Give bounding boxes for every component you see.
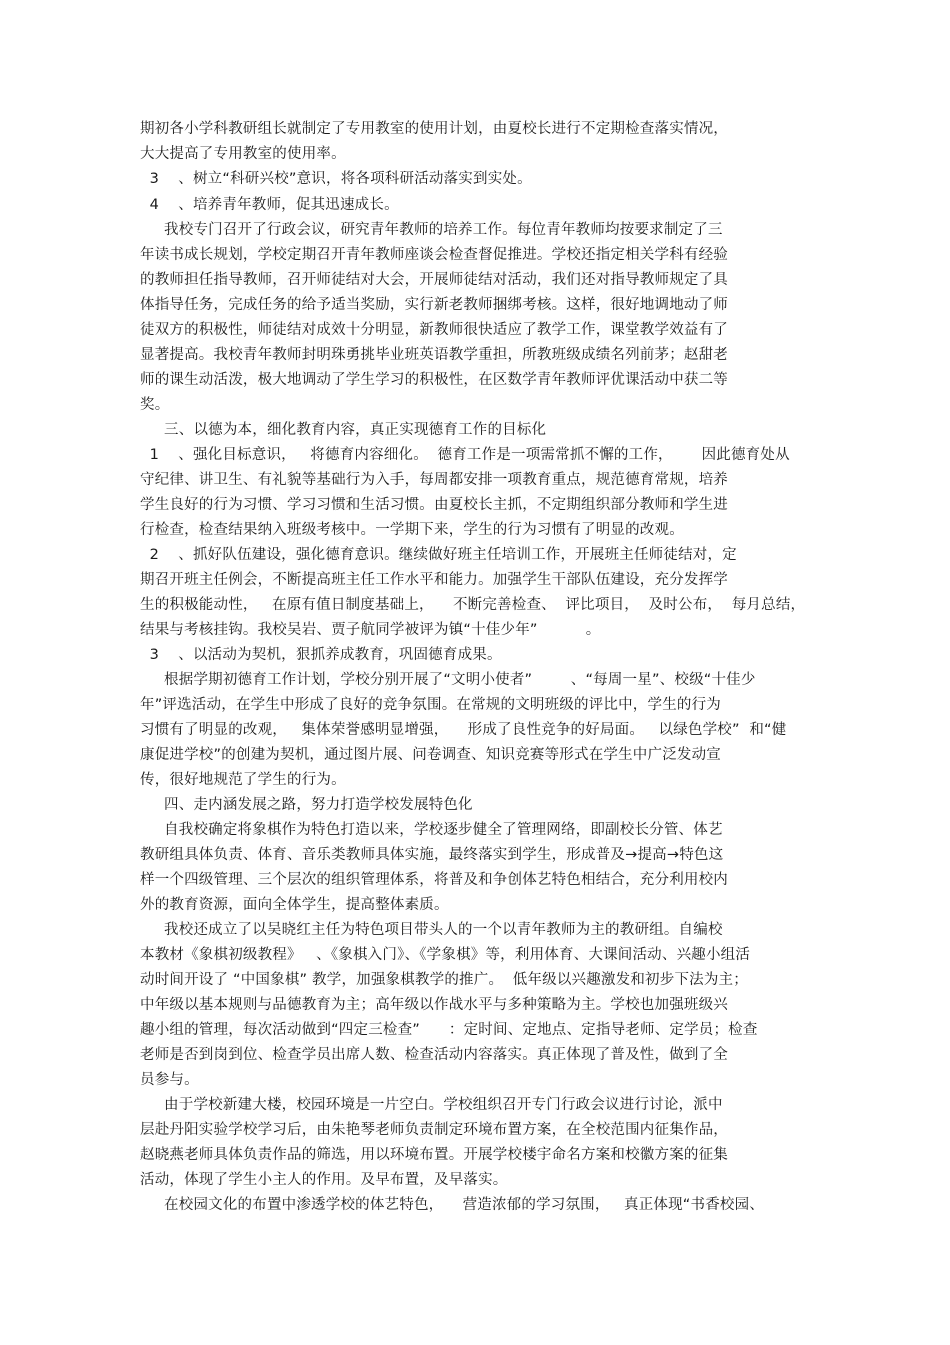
text-line: 守纪律、讲卫生、有礼貌等基础行为入手，每周都安排一项教育重点，规范德育常规，培养 <box>140 472 728 488</box>
text-line: 教研组具体负责、体育、音乐类教师具体实施，最终落实到学生，形成普及→提高→特色这 <box>140 847 724 863</box>
text-line: 学生良好的行为习惯、学习习惯和生活习惯。由夏校长主抓，不定期组织部分教师和学生进 <box>140 497 728 513</box>
text-line: 1 、强化目标意识， 将德育内容细化。 德育工作是一项需常抓不懈的工作， 因此德育处从 <box>140 447 790 463</box>
text-line: 层赴丹阳实验学校学习后，由朱艳琴老师负责制定环境布置方案，在全校范围内征集作品， <box>140 1122 728 1138</box>
text-line: 我校专门召开了行政会议，研究青年教师的培养工作。每位青年教师均按要求制定了三 <box>140 222 723 238</box>
text-line: 年读书成长规划，学校定期召开青年教师座谈会检查督促推进。学校还指定相关学科有经验 <box>140 247 728 263</box>
text-line: 自我校确定将象棋作为特色打造以来，学校逐步健全了管理网络，即副校长分管、体艺 <box>140 822 723 838</box>
text-line: 趣小组的管理，每次活动做到“四定三检查” ：定时间、定地点、定指导老师、定学员；检查 <box>140 1022 758 1038</box>
text-line: 显著提高。我校青年教师封明珠勇挑毕业班英语教学重担，所教班级成绩名列前茅；赵甜老 <box>140 347 728 363</box>
text-line: 我校还成立了以吴晓红主任为特色项目带头人的一个以青年教师为主的教研组。自编校 <box>140 922 723 938</box>
section-heading: 四、走内涵发展之路，努力打造学校发展特色化 <box>140 797 473 813</box>
text-line: 年”评选活动，在学生中形成了良好的竞争氛围。在常规的文明班级的评比中，学生的行为 <box>140 697 722 713</box>
text-line: 动时间开设了 “中国象棋” 教学，加强象棋教学的推广。 低年级以兴趣激发和初步下法为主； <box>140 972 748 988</box>
text-line: 师的课生动活泼，极大地调动了学生学习的积极性，在区数学青年教师评优课活动中获二等 <box>140 372 728 388</box>
text-line: 老师是否到岗到位、检查学员出席人数、检查活动内容落实。真正体现了普及性，做到了全 <box>140 1047 728 1063</box>
text-line: 4 、培养青年教师，促其迅速成长。 <box>140 197 399 213</box>
text-line: 奖。 <box>140 397 170 413</box>
text-line: 生的积极能动性， 在原有值日制度基础上， 不断完善检查、 评比项目， 及时公布， 每月总结， <box>140 597 806 613</box>
text-line: 大大提高了专用教室的使用率。 <box>140 146 346 162</box>
text-line: 样一个四级管理、三个层次的组织管理体系，将普及和争创体艺特色相结合，充分利用校内 <box>140 872 728 888</box>
text-line: 传，很好地规范了学生的行为。 <box>140 772 346 788</box>
text-line: 外的教育资源，面向全体学生，提高整体素质。 <box>140 897 449 913</box>
text-line: 在校园文化的布置中渗透学校的体艺特色， 营造浓郁的学习氛围， 真正体现“书香校园、 <box>140 1197 765 1213</box>
text-line: 期初各小学科教研组长就制定了专用教室的使用计划，由夏校长进行不定期检查落实情况， <box>140 121 728 137</box>
text-line: 康促进学校”的创建为契机，通过图片展、问卷调查、知识竞赛等形式在学生中广泛发动宣 <box>140 747 722 763</box>
text-line: 活动，体现了学生小主人的作用。及早布置，及早落实。 <box>140 1172 508 1188</box>
text-line: 员参与。 <box>140 1072 199 1088</box>
text-line: 3 、以活动为契机，狠抓养成教育，巩固德育成果。 <box>140 647 502 663</box>
text-line: 根据学期初德育工作计划，学校分别开展了“文明小使者” 、“每周一星”、校级“十佳少 <box>140 672 756 688</box>
text-line: 期召开班主任例会，不断提高班主任工作水平和能力。加强学生干部队伍建设，充分发挥学 <box>140 572 728 588</box>
text-line: 结果与考核挂钩。我校吴岩、贾子航同学被评为镇“十佳少年” 。 <box>140 622 601 638</box>
text-line: 3 、树立“科研兴校”意识，将各项科研活动落实到实处。 <box>140 171 532 187</box>
text-line: 由于学校新建大楼，校园环境是一片空白。学校组织召开专门行政会议进行讨论，派中 <box>140 1097 723 1113</box>
text-line: 习惯有了明显的改观， 集体荣誉感明显增强， 形成了良性竞争的好局面。 以绿色学校” 和“健 <box>140 722 787 738</box>
section-heading: 三、以德为本，细化教育内容，真正实现德育工作的目标化 <box>140 422 547 438</box>
text-line: 2 、抓好队伍建设，强化德育意识。继续做好班主任培训工作，开展班主任师徒结对，定 <box>140 547 737 563</box>
text-line: 中年级以基本规则与品德教育为主；高年级以作战水平与多种策略为主。学校也加强班级兴 <box>140 997 728 1013</box>
text-line: 行检查，检查结果纳入班级考核中。一学期下来，学生的行为习惯有了明显的改观。 <box>140 522 684 538</box>
text-line: 的教师担任指导教师，召开师徒结对大会，开展师徒结对活动，我们还对指导教师规定了具 <box>140 272 728 288</box>
text-line: 体指导任务，完成任务的给予适当奖励，实行新老教师捆绑考核。这样，很好地调地动了师 <box>140 297 728 313</box>
text-line: 赵晓燕老师具体负责作品的筛选，用以环境布置。开展学校楼宇命名方案和校徽方案的征集 <box>140 1147 728 1163</box>
text-line: 徒双方的积极性，师徒结对成效十分明显，新教师很快适应了教学工作，课堂教学效益有了 <box>140 322 728 338</box>
text-line: 本教材《象棋初级教程》 、《象棋入门》、《学象棋》等，利用体育、大课间活动、兴趣小组活 <box>140 947 751 963</box>
